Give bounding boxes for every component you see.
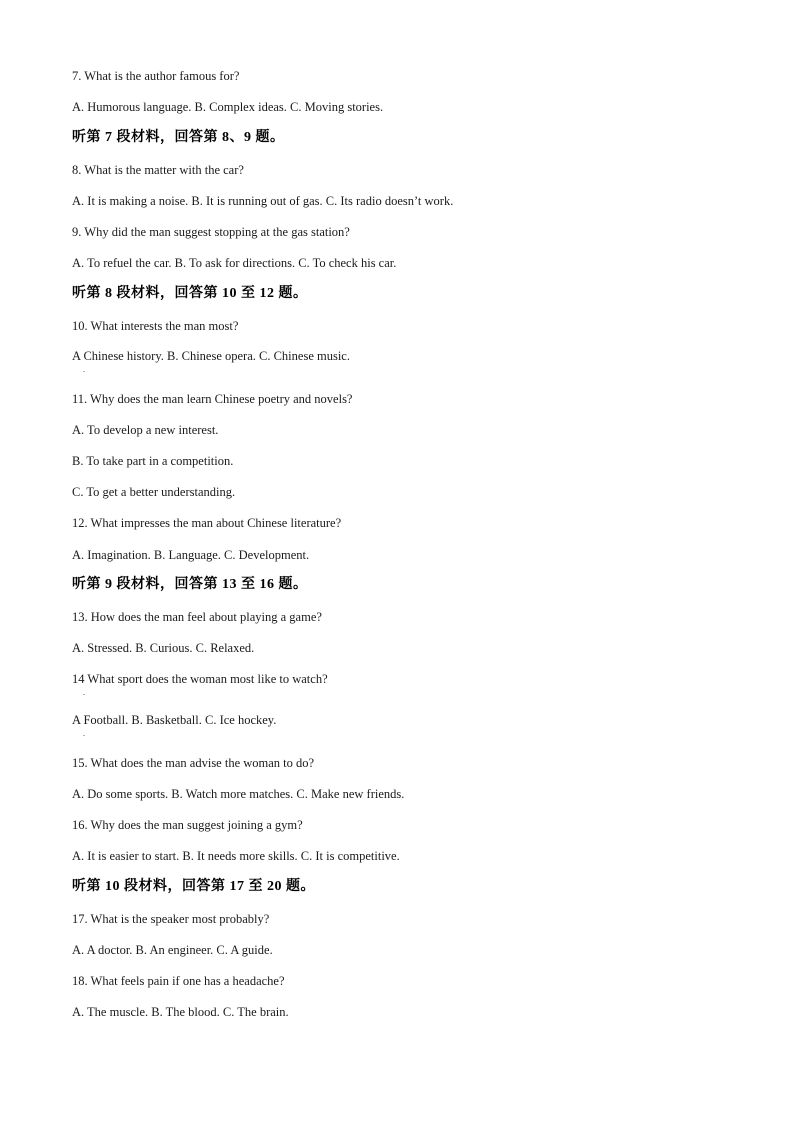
question-12-options: A. Imagination. B. Language. C. Development. <box>72 548 310 562</box>
question-11: 11. Why does the man learn Chinese poetry and novels? <box>72 392 353 406</box>
question-11-option-b: B. To take part in a competition. <box>72 454 234 468</box>
question-13: 13. How does the man feel about playing a game? <box>72 610 322 624</box>
stray-dot: . <box>83 365 85 374</box>
question-14: 14 What sport does the woman most like to watch? <box>72 672 328 686</box>
question-9: 9. Why did the man suggest stopping at the gas station? <box>72 225 350 239</box>
question-9-options: A. To refuel the car. B. To ask for directions. C. To check his car. <box>72 256 397 270</box>
question-15: 15. What does the man advise the woman to do? <box>72 756 315 770</box>
question-15-options: A. Do some sports. B. Watch more matches. C. Make new friends. <box>72 787 405 801</box>
question-7: 7. What is the author famous for? <box>72 69 240 83</box>
section-heading-7: 听第 7 段材料，回答第 8、9 题。 <box>72 130 285 145</box>
question-18-options: A. The muscle. B. The blood. C. The brain. <box>72 1005 289 1019</box>
question-11-option-a: A. To develop a new interest. <box>72 423 219 437</box>
question-18: 18. What feels pain if one has a headache? <box>72 974 285 988</box>
question-11-option-c: C. To get a better understanding. <box>72 485 236 499</box>
question-10: 10. What interests the man most? <box>72 319 239 333</box>
section-heading-10: 听第 10 段材料，回答第 17 至 20 题。 <box>72 879 315 894</box>
section-heading-9: 听第 9 段材料，回答第 13 至 16 题。 <box>72 577 308 592</box>
stray-dot: . <box>83 688 85 697</box>
question-16: 16. Why does the man suggest joining a gym? <box>72 818 303 832</box>
question-17: 17. What is the speaker most probably? <box>72 912 270 926</box>
question-8: 8. What is the matter with the car? <box>72 163 244 177</box>
question-7-options: A. Humorous language. B. Complex ideas. C. Moving stories. <box>72 100 384 114</box>
question-10-options: A Chinese history. B. Chinese opera. C. Chinese music. <box>72 349 350 363</box>
question-14-options: A Football. B. Basketball. C. Ice hockey. <box>72 713 277 727</box>
section-heading-8: 听第 8 段材料，回答第 10 至 12 题。 <box>72 286 308 301</box>
stray-dot: . <box>83 729 85 738</box>
question-8-options: A. It is making a noise. B. It is running out of gas. C. Its radio doesn’t work. <box>72 194 454 208</box>
question-13-options: A. Stressed. B. Curious. C. Relaxed. <box>72 641 255 655</box>
question-17-options: A. A doctor. B. An engineer. C. A guide. <box>72 943 273 957</box>
question-16-options: A. It is easier to start. B. It needs more skills. C. It is competitive. <box>72 849 400 863</box>
question-12: 12. What impresses the man about Chinese literature? <box>72 516 342 530</box>
